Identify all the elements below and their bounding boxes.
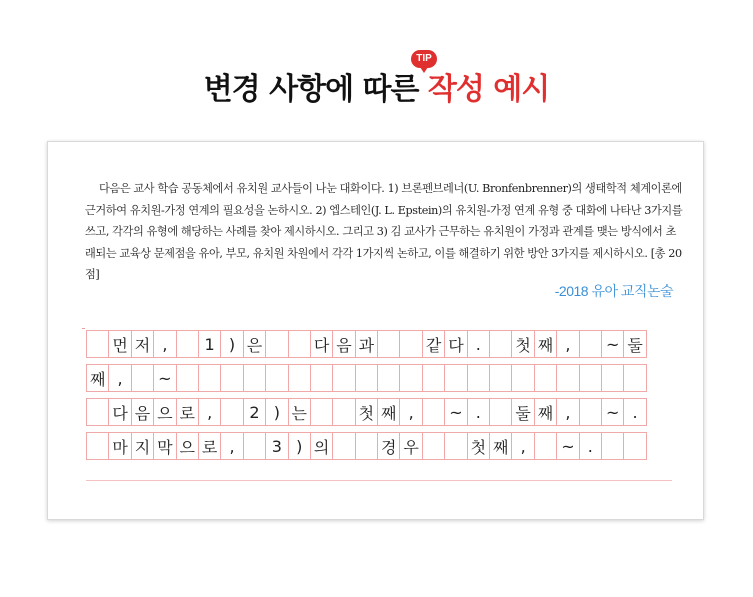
- grid-cell: [601, 432, 624, 460]
- grid-cell: 지: [131, 432, 154, 460]
- grid-cell: ,: [220, 432, 243, 460]
- grid-cell: [86, 330, 109, 358]
- grid-cell: [444, 432, 467, 460]
- grid-cell: 는: [288, 398, 311, 426]
- grid-cell: [310, 398, 333, 426]
- grid-cell: [243, 364, 266, 392]
- grid-cell: [444, 364, 467, 392]
- source-label: -2018 유아 교직논술: [554, 283, 673, 299]
- grid-cell: [377, 330, 400, 358]
- grid-cell: [534, 432, 557, 460]
- grid-cell: [489, 364, 512, 392]
- grid-cell: 은: [243, 330, 266, 358]
- grid-cell: ~: [153, 364, 176, 392]
- grid-cell: 음: [332, 330, 355, 358]
- grid-cell: [422, 398, 445, 426]
- grid-cell: .: [579, 432, 602, 460]
- headline: [0, 70, 753, 110]
- grid-cell: 째: [534, 330, 557, 358]
- grid-cell: [176, 330, 199, 358]
- grid-cell: [623, 432, 646, 460]
- grid-cell: [399, 330, 422, 358]
- headline-prefix: 변경 사항에 따른: [203, 72, 428, 107]
- tip-badge: TIP: [411, 50, 437, 68]
- grid-cell: ): [288, 432, 311, 460]
- grid-cell: 막: [153, 432, 176, 460]
- grid-cell: [511, 364, 534, 392]
- grid-cell: 음: [131, 398, 154, 426]
- grid-cell: 첫: [511, 330, 534, 358]
- grid-cell: [556, 364, 579, 392]
- headline-accent: 작성 예시: [427, 72, 550, 107]
- grid-cell: 3: [265, 432, 288, 460]
- grid-cell: ~: [601, 398, 624, 426]
- grid-cell: [86, 432, 109, 460]
- grid-cell: 같: [422, 330, 445, 358]
- grid-cell: ,: [198, 398, 221, 426]
- grid-cell: 다: [108, 398, 131, 426]
- grid-cell: .: [623, 398, 646, 426]
- grid-cell: [355, 364, 378, 392]
- grid-cell: ,: [511, 432, 534, 460]
- grid-corner-mark: [82, 328, 85, 329]
- grid-cell: 과: [355, 330, 378, 358]
- grid-cell: ,: [108, 364, 131, 392]
- grid-row: [86, 432, 646, 460]
- grid-cell: [288, 330, 311, 358]
- grid-cell: .: [467, 398, 490, 426]
- grid-cell: 으: [176, 432, 199, 460]
- grid-cell: 으: [153, 398, 176, 426]
- grid-cell: [579, 330, 602, 358]
- grid-row: [86, 330, 646, 358]
- grid-cell: 첫: [355, 398, 378, 426]
- exam-question: 다음은 교사 학습 공동체에서 유치원 교사들이 나눈 대화이다. 1) 브론펜브레너(U. Bronfenbrenner)의 생태학적 체계이론에 근거하여 유치원-가정 연계의 필요성을 논하시오. 2) 엡스테인(J. L. Epstein)의 유치원-가정 연계 유형 중 대화에 나타난 3가지를 쓰고, 각각의 유형에 해당하는 사례를 찾아 제시하시오. 그리고 3) 김 교사가 근무하는 유치원이 가정과 관계를 맺는 방식에서 초래되는 교육상 문제점을 유아, 부모, 유치원 차원에서 각각 1가지씩 논하고, 이를 해결하기 위한 방안 3가지를 제시하시오. [총 20점]: [85, 182, 683, 281]
- grid-cell: [332, 364, 355, 392]
- example-card: [47, 141, 704, 520]
- grid-row: [86, 398, 646, 426]
- grid-cell: 째: [534, 398, 557, 426]
- grid-cell: [220, 364, 243, 392]
- grid-cell: 로: [198, 432, 221, 460]
- grid-cell: 다: [444, 330, 467, 358]
- grid-cell: ~: [556, 432, 579, 460]
- grid-cell: ~: [601, 330, 624, 358]
- grid-cell: [355, 432, 378, 460]
- grid-cell: 1: [198, 330, 221, 358]
- grid-cell: [131, 364, 154, 392]
- grid-cell: [534, 364, 557, 392]
- grid-cell: [579, 398, 602, 426]
- grid-cell: ~: [444, 398, 467, 426]
- grid-cell: 째: [377, 398, 400, 426]
- grid-cell: [332, 398, 355, 426]
- grid-cell: ,: [399, 398, 422, 426]
- grid-cell: [489, 398, 512, 426]
- grid-cell: [86, 398, 109, 426]
- grid-row: [86, 364, 646, 392]
- grid-cell: [243, 432, 266, 460]
- grid-cell: [399, 364, 422, 392]
- grid-cell: 다: [310, 330, 333, 358]
- grid-cell: [265, 364, 288, 392]
- grid-cell: 첫: [467, 432, 490, 460]
- answer-grid: [86, 330, 646, 466]
- grid-cell: 째: [489, 432, 512, 460]
- grid-cell: [198, 364, 221, 392]
- grid-cell: [265, 330, 288, 358]
- grid-cell: [377, 364, 400, 392]
- grid-cell: ): [265, 398, 288, 426]
- grid-cell: [310, 364, 333, 392]
- grid-cell: [467, 364, 490, 392]
- grid-cell: ): [220, 330, 243, 358]
- grid-cell: [489, 330, 512, 358]
- grid-cell: 경: [377, 432, 400, 460]
- grid-cell: [579, 364, 602, 392]
- grid-cell: 마: [108, 432, 131, 460]
- grid-bottom-line: [86, 480, 672, 481]
- grid-cell: 2: [243, 398, 266, 426]
- grid-cell: 째: [86, 364, 109, 392]
- grid-cell: 우: [399, 432, 422, 460]
- grid-cell: 둘: [511, 398, 534, 426]
- grid-cell: 로: [176, 398, 199, 426]
- grid-cell: 저: [131, 330, 154, 358]
- grid-cell: ,: [153, 330, 176, 358]
- grid-cell: 의: [310, 432, 333, 460]
- grid-cell: [288, 364, 311, 392]
- grid-cell: .: [467, 330, 490, 358]
- grid-cell: [623, 364, 646, 392]
- grid-cell: [422, 432, 445, 460]
- grid-cell: ,: [556, 398, 579, 426]
- grid-cell: [220, 398, 243, 426]
- grid-cell: ,: [556, 330, 579, 358]
- grid-cell: 둘: [623, 330, 646, 358]
- grid-cell: [332, 432, 355, 460]
- grid-cell: [422, 364, 445, 392]
- grid-cell: [176, 364, 199, 392]
- grid-cell: [601, 364, 624, 392]
- grid-cell: 먼: [108, 330, 131, 358]
